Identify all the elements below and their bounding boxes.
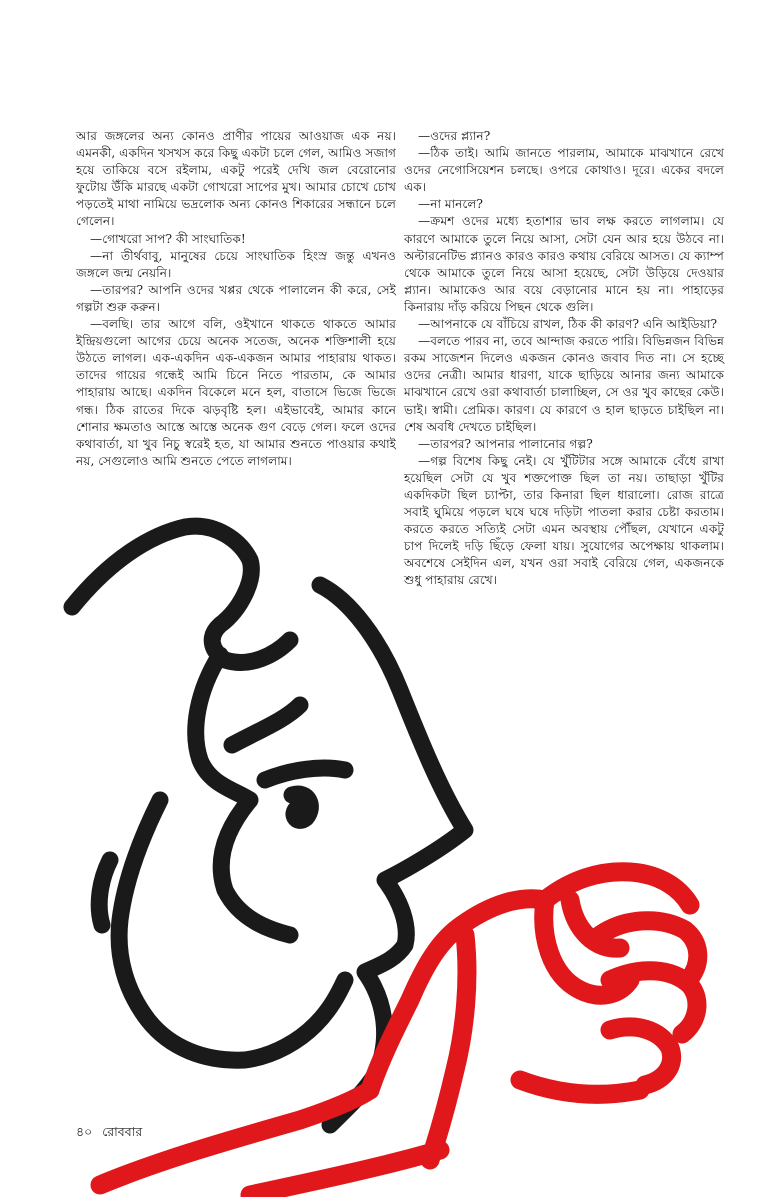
page-number: ৪০ bbox=[76, 1124, 93, 1139]
dialogue-line: —ঠিক তাই। আমি জানতে পারলাম, আমাকে মাঝখানে রেখে ওদের নেগোসিয়েশন চলছে। ওপরে কোথাও। দূরে। একের বদলে এক। bbox=[404, 146, 724, 195]
dialogue-line: —তারপর? আপনার পালানোর গল্প? bbox=[418, 436, 593, 451]
dialogue-line: —গোখরো সাপ? কী সাংঘাতিক! bbox=[90, 231, 246, 246]
dialogue-line: —তারপর? আপনি ওদের খপ্পর থেকে পালালেন কী করে, সেই গল্পটা শুরু করুন। bbox=[76, 282, 396, 314]
dialogue-line: —না মানলে? bbox=[418, 197, 483, 212]
page-footer bbox=[76, 1124, 148, 1144]
dialogue-line: —ওদের প্ল্যান? bbox=[418, 129, 491, 143]
dialogue-line: —বলতে পারব না, তবে আন্দাজ করতে পারি। বিভিন্নজন বিভিন্ন রকম সাজেশন দিলেও একজন কোনও জবাব দিত না। সে হচ্ছে ওদের নেত্রী। আমার ধারণা, যাকে ছাড়িয়ে আনার জন্য আমাকে মাঝখানে রেখে ওরা কথাবার্তা চালাচ্ছিল, সে ওর খুব কাছের কেউ। ভাই। স্বামী। প্রেমিক। কারণ। যে কারণে ও হাল ছাড়তে চাইছিল না। শেষ অবধি দেখতে চাইছিল। bbox=[404, 334, 724, 434]
dialogue-line: —ক্রমশ ওদের মধ্যে হতাশার ভাব লক্ষ করতে লাগলাম। যে কারণে আমাকে তুলে নিয়ে আসা, সেটা যেন আর হয়ে উঠবে না। অল্টারনেটিভ প্ল্যানও কারও কারও কথায় বেরিয়ে আসত। যে ক্যাম্প থেকে আমাকে তুলে নিয়ে আসা হয়েছে, সেটা উড়িয়ে দেওয়ার প্ল্যান। আমাকেও আর বয়ে বেড়ানোর মানে হয় না। পাহাড়ের কিনারায় দাঁড় করিয়ে পিছন থেকে গুলি। bbox=[404, 214, 724, 314]
dialogue-line: —আপনাকে যে বাঁচিয়ে রাখল, ঠিক কী কারণ? এনি আইডিয়া? bbox=[418, 317, 718, 332]
dialogue-line: —গল্প বিশেষ কিছু নেই। যে খুঁটিটার সঙ্গে আমাকে বেঁধে রাখা হয়েছিল সেটা যে খুব শক্তপোক্ত ছিল তা নয়। তাছাড়া খুঁটির একদিকটা ছিল চ্যাপ্টা, তার কিনারা ছিল ধারালো। রোজ রাত্রে সবাই ঘুমিয়ে পড়লে ঘষে ঘষে দড়িটা পাতলা করার চেষ্টা করতাম। করতে করতে সত্যিই সেটা এমন অবস্থায় পৌঁছল, যেখানে একটু চাপ দিলেই দড়ি ছিঁড়ে ফেলা যায়। সুযোগের অপেক্ষায় থাকলাম। অবশেষে সেইদিন এল, যখন ওরা সবাই বেরিয়ে গেল, একজনকে শুধু পাহারায় রেখে। bbox=[404, 453, 724, 588]
dialogue-line: —বলছি। তার আগে বলি, ওইখানে থাকতে থাকতে আমার ইন্দ্রিয়গুলো আগের চেয়ে অনেক সতেজ, অনেক শক্তিশালী হয়ে উঠতে লাগল। এক-একদিন এক-একজন আমার পাহারায় থাকত। তাদের গায়ের গন্ধেই আমি চিনে নিতে পারতাম, কে আমার পাহারায় আছে। একদিন বিকেলে মনে হল, বাতাসে ভিজে ভিজে গন্ধ। ঠিক রাতের দিকে ঝড়বৃষ্টি হল। এইভাবেই, আমার কানে শোনার ক্ষমতাও আস্তে আস্তে অনেক গুণ বেড়ে গেল। ফলে ওদের কথাবার্তা, যা খুব নিচু স্বরেই হত, যা আমার শুনতে পাওয়ার কথাই নয়, সেগুলোও আমি শুনতে পেতে লাগলাম। bbox=[76, 317, 396, 468]
paragraph: আর জঙ্গলের অন্য কোনও প্রাণীর পায়ের আওয়াজ এক নয়। এমনকী, একদিন খসখস করে কিছু একটা চলে গেল, আমিও সজাগ হয়ে তাকিয়ে বসে রইলাম, একটু পরেই দেখি জল বেরোনোর ফুটোয় উঁকি মারছে একটা গোখরো সাপের মুখ। আমার চোখে চোখ পড়তেই মাথা নামিয়ে ভদ্রলোক অন্য কোনও শিকারের সন্ধানে চলে গেলেন। bbox=[76, 129, 396, 229]
dialogue-line: —না তীর্থবাবু, মানুষের চেয়ে সাংঘাতিক হিংস্র জন্তু এখনও জঙ্গলে জন্ম নেয়নি। bbox=[76, 248, 396, 280]
face-profile-drawing bbox=[72, 526, 465, 1125]
magazine-name: রোববার bbox=[102, 1124, 143, 1139]
